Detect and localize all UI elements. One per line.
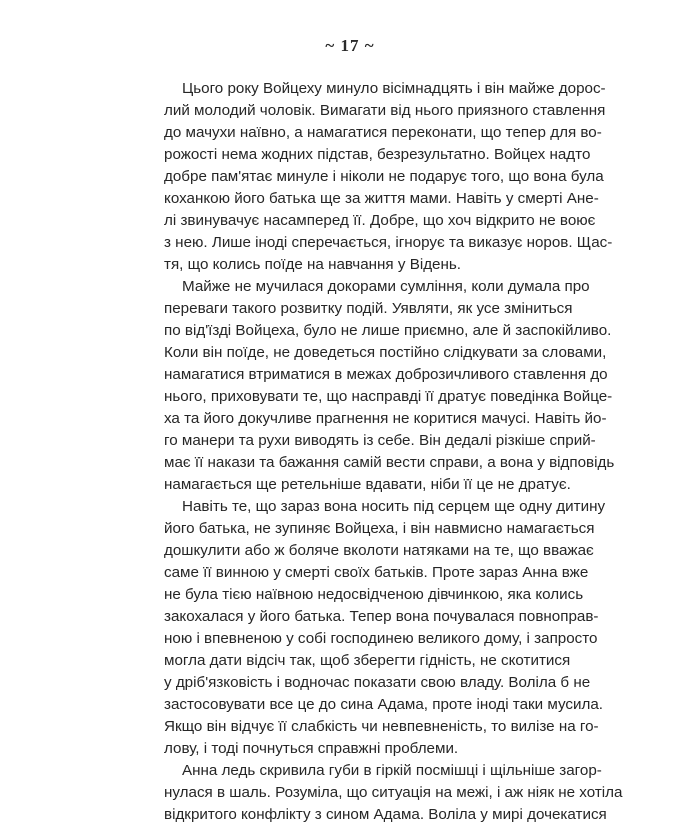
text-line: намагатися втриматися в межах доброзичливого ставлення до [164, 366, 608, 383]
text-line: нього, приховувати те, що насправді її дратує поведінка Войце- [164, 388, 613, 405]
text-line: закохалася у його батька. Тепер вона почувалася повноправ- [164, 608, 599, 625]
text-line: Коли він поїде, не доведеться постійно слідкувати за словами, [164, 344, 607, 361]
text-line: Навіть те, що зараз вона носить під серцем ще одну дитину [182, 498, 606, 515]
text-line: лі звинувачує насамперед її. Добре, що хоч відкрито не воює [164, 212, 596, 229]
text-line: має її накази та бажання самій вести справи, а вона у відповідь [164, 454, 615, 471]
text-line: Анна ледь скривила губи в гіркій посмішці і щільніше загор- [182, 762, 602, 779]
text-line: його батька, не зупиняє Войцеха, і він навмисно намагається [164, 520, 595, 537]
text-line: ною і впевненою у собі господинею великого дому, і запросто [164, 630, 598, 647]
text-line: коханкою його батька ще за життя мами. Навіть у смерті Ане- [164, 190, 599, 207]
text-line: Якщо він відчує її слабкість чи невпевненість, то вилізе на го- [164, 718, 599, 735]
text-line: лий молодий чоловік. Вимагати від нього приязного ставлення [164, 102, 606, 119]
text-line: добре пам'ятає минуле і ніколи не подарує того, що вона була [164, 168, 604, 185]
text-line: нулася в шаль. Розуміла, що ситуація на межі, і аж ніяк не хотіла [164, 784, 623, 801]
text-line: рожості нема жодних підстав, безрезультатно. Войцех надто [164, 146, 591, 163]
text-line: Майже не мучилася докорами сумління, коли думала про [182, 278, 590, 295]
text-line: могла дати відсіч так, щоб зберегти гідність, не скотитися [164, 652, 571, 669]
text-line: застосовувати все це до сина Адама, проте іноді таки мусила. [164, 696, 604, 713]
text-line: до мачухи наївно, а намагатися переконати, що тепер для во- [164, 124, 602, 141]
text-line: лову, і тоді почнуться справжні проблеми. [164, 740, 459, 757]
text-line: ха та його докучливе прагнення не коритися мачусі. Навіть йо- [164, 410, 607, 427]
text-line: намагається ще ретельніше вдавати, ніби її це не дратує. [164, 476, 571, 493]
text-line: дошкулити або ж боляче вколоти натяками на те, що вважає [164, 542, 594, 559]
text-line: тя, що колись поїде на навчання у Відень. [164, 256, 462, 273]
text-line: по від'їзді Войцеха, було не лише приємно, але й заспокійливо. [164, 322, 612, 339]
text-line: переваги такого розвитку подій. Уявляти, як усе зміниться [164, 300, 573, 317]
text-line: Цього року Войцеху минуло вісімнадцять і він майже дорос- [182, 80, 606, 97]
text-line: відкритого конфлікту з сином Адама. Воліла у мирі дочекатися [164, 806, 607, 823]
text-line: не була тією наївною недосвідченою дівчинкою, яка колись [164, 586, 584, 603]
page-number: ~ 17 ~ [325, 36, 375, 55]
text-line: у дріб'язковість і водночас показати свою владу. Воліла б не [164, 674, 591, 691]
text-line: з нею. Лише іноді сперечається, ігнорує та виказує норов. Щас- [164, 234, 613, 251]
body-text [164, 78, 623, 826]
text-line: саме її винною у смерті своїх батьків. Проте зараз Анна вже [164, 564, 589, 581]
text-line: го манери та рухи виводять із себе. Він дедалі різкіше сприй- [164, 432, 596, 449]
